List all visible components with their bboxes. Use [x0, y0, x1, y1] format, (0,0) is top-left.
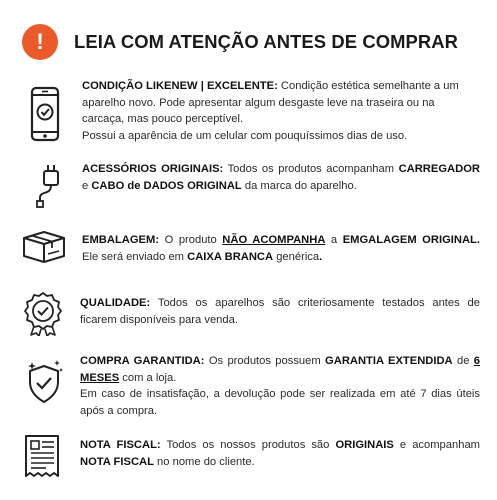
quality-badge-icon — [23, 292, 63, 336]
text-span: com a loja. — [119, 371, 177, 384]
text-span: no nome do cliente. — [153, 455, 255, 468]
shield-check-icon — [24, 360, 64, 404]
section-quality-text — [80, 295, 480, 328]
highlight-underlined: 6 MESES — [80, 355, 480, 384]
smartphone-check-icon — [30, 86, 60, 142]
text-span: Todos os produtos acompanham — [223, 163, 399, 175]
highlight: NOTA FISCAL — [80, 455, 154, 468]
section-accessories-label: ACESSÓRIOS ORIGINAIS: — [82, 163, 224, 175]
text-span: da marca do aparelho. — [241, 179, 357, 192]
section-condition-body: Condição estética semelhante a um aparelho novo. Pode apresentar algum desgaste leve na traseira ou na carcaça, mas pouco perceptível. — [82, 80, 459, 125]
section-accessories-text — [82, 161, 480, 194]
text-span: O produto — [159, 234, 223, 246]
text-span: a — [325, 234, 343, 246]
section-invoice-label: NOTA FISCAL: — [80, 439, 161, 451]
highlight: CARREGADOR — [398, 163, 480, 175]
section-quality-label: QUALIDADE: — [80, 297, 151, 309]
text-span: e acompanham — [393, 439, 480, 451]
highlight: GARANTIA EXTENDIDA — [325, 355, 453, 367]
section-condition-body-2: Possui a aparência de um celular com pouquíssimos dias de uso. — [82, 129, 408, 142]
text-span: Todos os nossos produtos são — [160, 439, 336, 451]
text-span: e — [82, 179, 92, 192]
highlight: CAIXA BRANCA — [187, 250, 274, 263]
text-span: genérica — [273, 250, 320, 263]
text-span: Ele será enviado em — [82, 250, 188, 263]
text-span: Os produtos possuem — [204, 355, 326, 367]
box-icon — [22, 230, 66, 264]
invoice-icon — [24, 434, 60, 478]
section-condition-text — [82, 78, 480, 144]
section-invoice-text — [80, 437, 480, 470]
page-title: LEIA COM ATENÇÃO ANTES DE COMPRAR — [74, 31, 459, 52]
section-guarantee-body-2: Em caso de insatisfação, a devolução pode ser realizada em até 7 dias úteis após a compra. — [80, 388, 480, 417]
text-span: de — [452, 355, 474, 367]
highlight: EMGALAGEM ORIGINAL. — [342, 234, 480, 246]
charger-cable-icon — [34, 164, 64, 208]
highlight: CABO de DADOS ORIGINAL — [91, 179, 242, 192]
section-packaging-text — [82, 232, 480, 265]
alert-icon: ! — [22, 24, 58, 60]
section-guarantee-text — [80, 353, 480, 419]
highlight: . — [319, 250, 323, 263]
section-packaging-label: EMBALAGEM: — [82, 234, 160, 246]
highlight: ORIGINAIS — [335, 439, 394, 451]
header — [22, 24, 482, 64]
highlight-underlined: NÃO ACOMPANHA — [222, 234, 326, 246]
section-guarantee-label: COMPRA GARANTIDA: — [80, 355, 205, 367]
section-condition-label: CONDIÇÃO LIKENEW | EXCELENTE: — [82, 80, 278, 92]
text-span: Todos os aparelhos são criteriosamente testados antes de ficarem disponíveis para venda. — [80, 297, 480, 326]
